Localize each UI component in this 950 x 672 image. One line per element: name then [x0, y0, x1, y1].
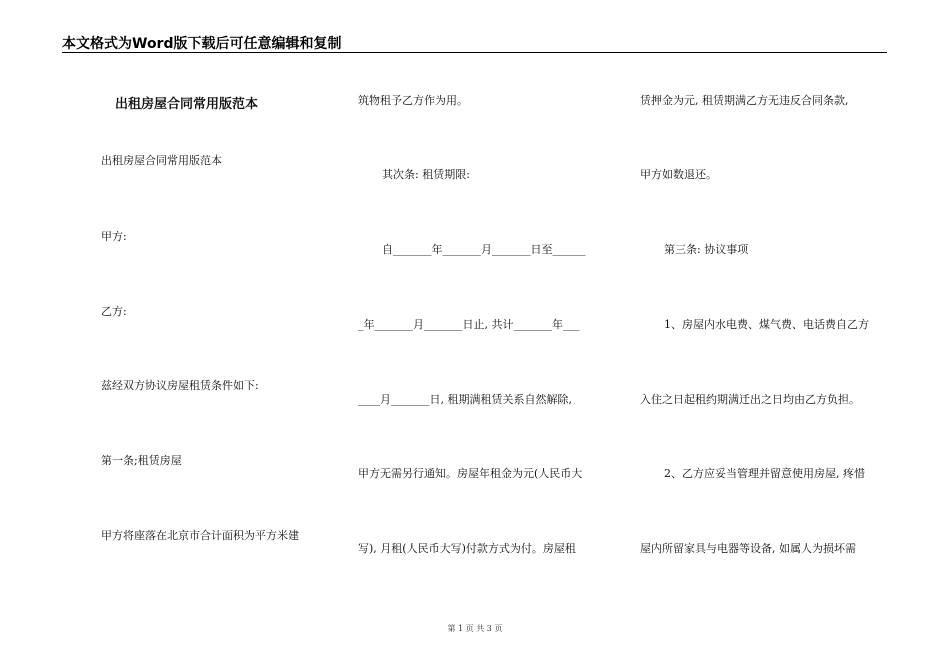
col3-line-1: 赁押金为元, 租赁期满乙方无违反合同条款, — [640, 94, 849, 107]
document-title: 出租房屋合同常用版范本 — [115, 97, 259, 112]
col1-line-2: 甲方: — [101, 230, 127, 243]
col1-line-5: 第一条;租赁房屋 — [101, 454, 182, 467]
header-title: 本文格式为Word版下载后可任意编辑和复制 — [62, 36, 342, 52]
col3-line-4: 1、房屋内水电费、煤气费、电话费自乙方 — [664, 318, 869, 331]
col1-line-3: 乙方: — [101, 305, 127, 318]
col3-line-3: 第三条: 协议事项 — [664, 243, 749, 256]
col2-line-5: ____月_______日, 租期满租赁关系自然解除, — [358, 393, 572, 406]
col2-line-3: 自_______年_______月_______日至______ — [382, 243, 586, 256]
col1-line-4: 兹经双方协议房屋租赁条件如下: — [101, 379, 259, 392]
header-divider — [62, 52, 887, 53]
page-number: 第 1 页 共 3 页 — [447, 624, 503, 633]
col1-line-6: 甲方将座落在北京市合计面积为平方米建 — [101, 529, 299, 542]
col2-line-6: 甲方无需另行通知。房屋年租金为元(人民币大 — [358, 467, 583, 480]
col3-line-7: 屋内所留家具与电器等设备, 如属人为损坏需 — [640, 542, 856, 555]
col2-line-7: 写), 月租(人民币大写)付款方式为付。房屋租 — [358, 542, 576, 555]
col2-line-2: 其次条: 租赁期限: — [382, 168, 470, 181]
col3-line-5: 入住之日起租约期满迁出之日均由乙方负担。 — [640, 393, 860, 406]
col3-line-2: 甲方如数退还。 — [640, 168, 717, 181]
col3-line-6: 2、乙方应妥当管理并留意使用房屋, 疼惜 — [664, 467, 865, 480]
col2-line-4: _年_______月_______日止, 共计_______年___ — [358, 318, 580, 331]
col1-line-1: 出租房屋合同常用版范本 — [101, 154, 222, 167]
col2-line-1: 筑物租予乙方作为用。 — [358, 94, 468, 107]
